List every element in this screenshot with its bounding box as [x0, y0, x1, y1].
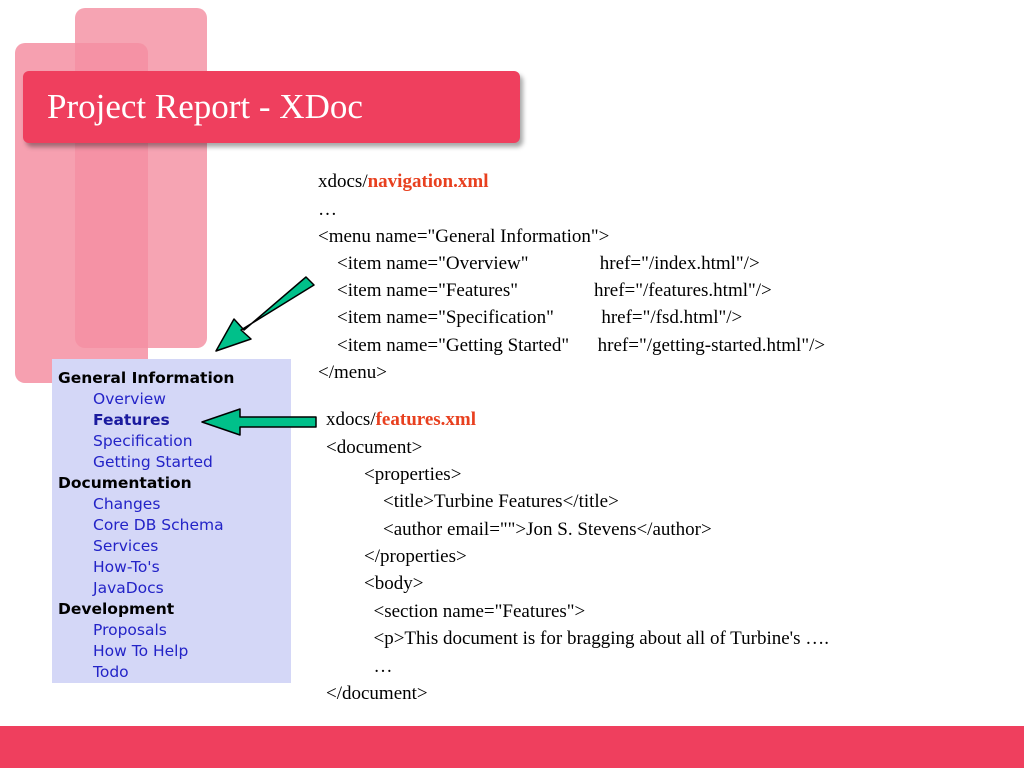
nav-section-documentation: Documentation: [58, 474, 192, 492]
navigation-xml-line: <item name="Specification" href="/fsd.html"/>: [318, 307, 743, 328]
navigation-xml-filename: navigation.xml: [367, 171, 489, 192]
features-xml-line: <p>This document is for bragging about all of Turbine's ….: [326, 628, 829, 649]
navigation-xml-line: <item name="Getting Started" href="/getting-started.html"/>: [318, 335, 826, 356]
features-xml-line: <properties>: [326, 464, 462, 485]
features-xml-path-prefix: xdocs/: [326, 409, 376, 430]
slide-title: Project Report - XDoc: [47, 87, 363, 126]
nav-section-development: Development: [58, 600, 175, 618]
nav-item-services[interactable]: Services: [93, 537, 159, 555]
navigation-xml-line: <menu name="General Information">: [318, 226, 610, 247]
navigation-xml-path-prefix: xdocs/: [318, 171, 368, 192]
nav-item-how-tos[interactable]: How-To's: [93, 558, 160, 576]
nav-item-changes[interactable]: Changes: [93, 495, 161, 513]
features-xml-line: <author email="">Jon S. Stevens</author>: [326, 519, 712, 540]
nav-item-proposals[interactable]: Proposals: [93, 621, 167, 639]
nav-item-javadocs[interactable]: JavaDocs: [93, 579, 164, 597]
nav-item-overview[interactable]: Overview: [93, 390, 166, 408]
features-xml-line: <section name="Features">: [326, 601, 586, 622]
nav-item-core-db-schema[interactable]: Core DB Schema: [93, 516, 224, 534]
nav-item-specification[interactable]: Specification: [93, 432, 193, 450]
diagonal-arrow-icon: [216, 277, 314, 351]
navigation-xml-line: </menu>: [318, 362, 387, 383]
nav-section-general-information: General Information: [58, 369, 235, 387]
features-xml-line: <body>: [326, 573, 424, 594]
left-arrow-icon: [202, 409, 316, 435]
navigation-xml-line: <item name="Overview" href="/index.html"/>: [318, 253, 760, 274]
navigation-xml-line: <item name="Features" href="/features.html"/>: [318, 280, 772, 301]
features-xml-line: …: [326, 656, 393, 677]
features-xml-line: </properties>: [326, 546, 467, 567]
features-xml-line: <title>Turbine Features</title>: [326, 491, 619, 512]
features-xml-filename: features.xml: [375, 409, 477, 430]
nav-item-features[interactable]: Features: [93, 411, 170, 429]
nav-item-getting-started[interactable]: Getting Started: [93, 453, 213, 471]
features-xml-line: </document>: [326, 683, 428, 704]
navigation-xml-line: …: [318, 199, 337, 220]
nav-item-how-to-help[interactable]: How To Help: [93, 642, 189, 660]
footer-bar: [0, 726, 1024, 768]
nav-item-todo[interactable]: Todo: [93, 663, 129, 681]
features-xml-line: <document>: [326, 437, 423, 458]
